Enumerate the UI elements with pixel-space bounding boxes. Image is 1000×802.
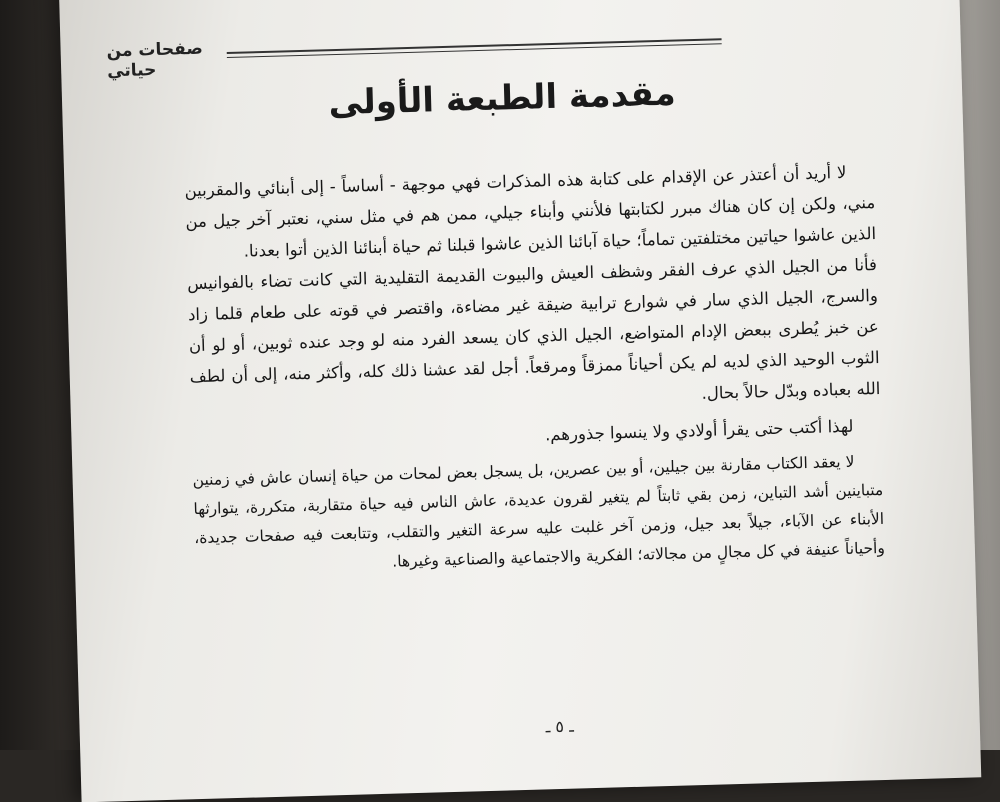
book-page — [59, 0, 982, 802]
paragraph-4: لا يعقد الكتاب مقارنة بين جيلين، أو بين عصرين، بل يسجل بعض لمحات من حياة إنسان عاش في زمنين متباينين أشد التباين، زمن بقي ثابتاً لم يتغير لقرون عديدة، عاش الناس فيه حياة متقاربة، متكررة، يتوارثها الأبناء عن الآباء، جيلاً بعد جيل، وزمن آخر غلبت عليه سرعة التغير والتقلب، وتتابعت فيه صفحات جديدة، وأحياناً عنيفة في كل مجالٍ من مجالاته؛ الفكرية والاجتماعية والصناعية وغيرها. — [192, 452, 886, 571]
paragraph-2: فأنا من الجيل الذي عرف الفقر وشظف العيش والبيوت القديمة التقليدية التي كانت تضاء بالفوانيس والسرج، الجيل الذي سار في شوارع ترابية ضيقة غير مضاءة، واقتصر في قوته على طعام قلما زاد عن خبز يُطرى ببعض الإدام المتواضع، الجيل الذي كان يسعد الفرد منه لو وجد عنده ثوبين، أو لو أن الثوب الوحيد الذي لديه لم يكن أحياناً ممزقاً ومرقعاً. أجل لقد عشنا ذلك كله، وأكثر منه، إلى أن لطف الله بعباده وبدّل حالاً بحال. — [186, 254, 881, 403]
header-rule — [227, 38, 722, 58]
body-text — [184, 156, 885, 582]
running-title: صفحات من حياتي — [106, 38, 204, 82]
paragraph-1: لا أريد أن أعتذر عن الإقدام على كتابة هذه المذكرات فهي موجهة - أساساً - إلى أبنائي والمقربين مني، ولكن إن كان هناك مبرر لكتابتها فلأنني وأبناء جيلي، ممن هم في مثل سني، نعتبر آخر جيل من الذين عاشوا حياتين مختلفتين تماماً؛ حياة آبائنا الذين عاشوا قبلنا ثم حياة أبنائنا الذين أتوا بعدنا. — [184, 162, 877, 261]
page-number: ـ ٥ ـ — [545, 716, 575, 737]
running-header — [106, 19, 912, 82]
paragraph-3: لهذا أكتب حتى يقرأ أولادي ولا ينسوا جذورهم. — [544, 416, 854, 445]
chapter-title: مقدمة الطبعة الأولى — [328, 73, 677, 124]
